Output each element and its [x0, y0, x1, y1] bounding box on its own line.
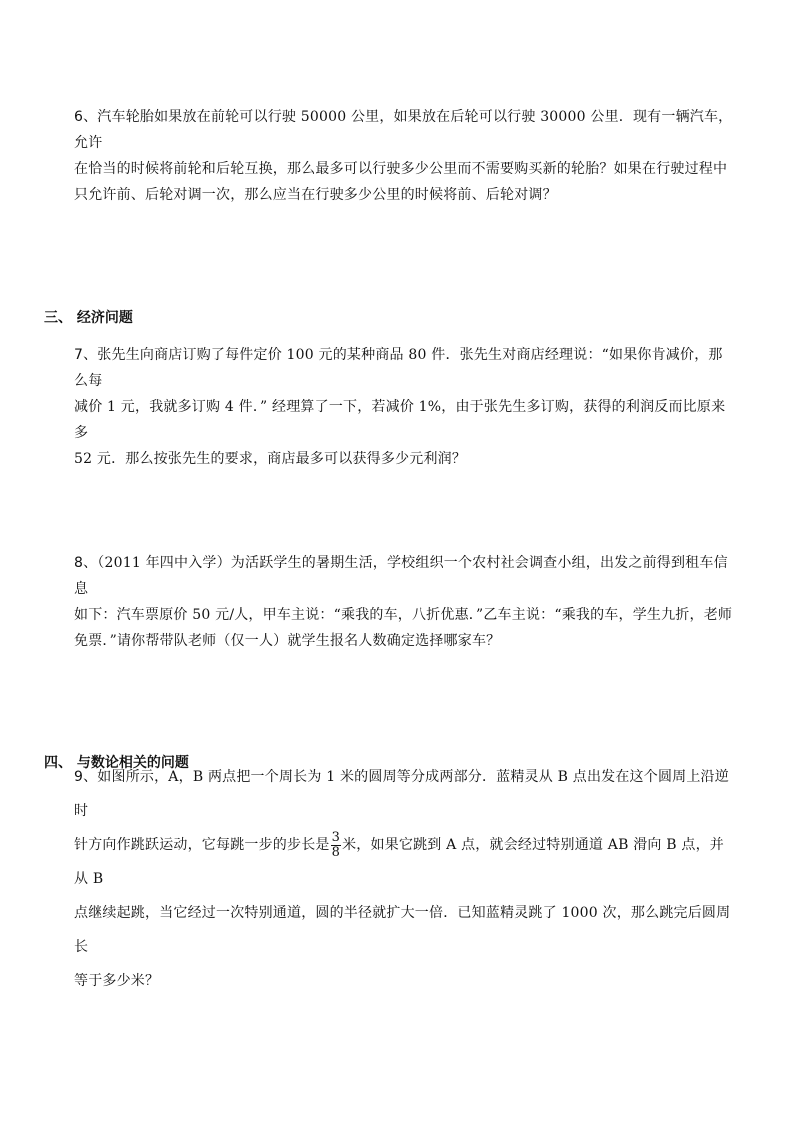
problem-9-line-4: 等于多少米？ [74, 973, 160, 989]
problem-7-line-3: 52 元．那么按张先生的要求，商店最多可以获得多少元利润？ [74, 451, 467, 467]
problem-8-number: 8 [74, 555, 84, 571]
problem-9-text-2b: 米，如果它跳到 A 点，就会经过特别通道 AB 滑向 B 点，并从 B [74, 837, 724, 887]
problem-6-line-2: 在恰当的时候将前轮和后轮互换，那么最多可以行驶多少公里而不需要购买新的轮胎？如果在行驶过程中 [74, 161, 728, 177]
problem-9-text-1: 、如图所示，A，B 两点把一个周长为 1 米的圆周等分成两部分．蓝精灵从 B 点出发在这个圆周上沿逆时 [74, 769, 729, 819]
problem-9-line-2 [74, 828, 734, 896]
problem-8 [74, 550, 734, 654]
problem-9-text-2a: 针方向作跳跃运动，它每跳一步的步长是 [74, 837, 330, 853]
step-length-fraction [331, 831, 341, 860]
section-heading-economics: 三、 经济问题 [44, 310, 133, 326]
problem-6-line-3: 只允许前、后轮对调一次，那么应当在行驶多少公里的时候将前、后轮对调？ [74, 187, 557, 203]
problem-7-line-1 [74, 342, 734, 394]
problem-7-number: 7 [74, 347, 84, 363]
problem-8-line-3: 免票．”请你帮带队老师（仅一人）就学生报名人数确定选择哪家车？ [74, 633, 501, 649]
problem-8-line-2: 如下：汽车票原价 50 元/人，甲车主说：“乘我的车，八折优惠．”乙车主说：“乘我的车，学生九折，老师 [74, 607, 733, 623]
section-heading-number-theory: 四、 与数论相关的问题 [44, 755, 189, 771]
problem-6-number: 6 [74, 109, 84, 125]
problem-7-line-2: 减价 1 元，我就多订购 4 件．” 经理算了一下，若减价 1%，由于张先生多订购，获得的利润反而比原来多 [74, 399, 726, 441]
problem-8-line-1 [74, 550, 734, 602]
problem-9-line-3: 点继续起跳，当它经过一次特别通道，圆的半径就扩大一倍．已知蓝精灵跳了 1000 次，那么跳完后圆周长 [74, 905, 731, 955]
problem-6-text-1: 、汽车轮胎如果放在前轮可以行驶 50000 公里，如果放在后轮可以行驶 30000 公里．现有一辆汽车，允许 [74, 109, 733, 151]
fraction-denominator: 8 [331, 844, 341, 860]
problem-7-text-1: 、张先生向商店订购了每件定价 100 元的某种商品 80 件．张先生对商店经理说：“如果你肯减价，那么每 [74, 347, 723, 389]
problem-7 [74, 342, 734, 472]
problem-6 [74, 104, 734, 208]
problem-8-text-1: 、（2011 年四中入学）为活跃学生的暑期生活，学校组织一个农村社会调查小组，出发之前得到租车信息 [74, 555, 728, 597]
fraction-numerator: 3 [331, 829, 341, 845]
problem-9-line-1 [74, 760, 734, 828]
problem-9-number: 9 [74, 769, 84, 785]
problem-9 [74, 760, 734, 998]
problem-6-line-1 [74, 104, 734, 156]
